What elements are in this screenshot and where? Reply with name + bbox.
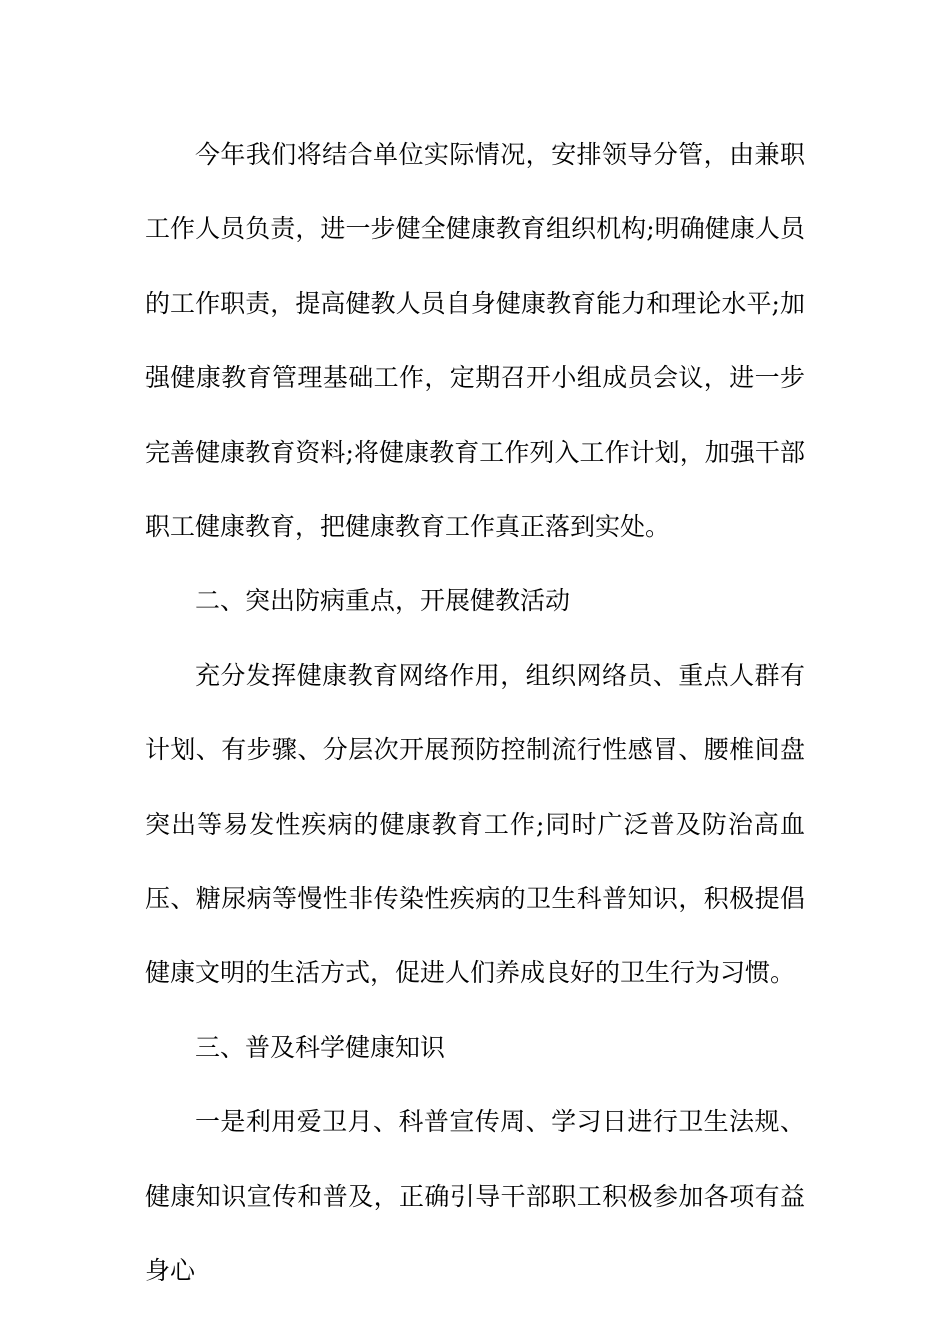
section-heading-health-knowledge: 三、普及科学健康知识 bbox=[195, 1032, 446, 1062]
paragraph-organization: 今年我们将结合单位实际情况，安排领导分管，由兼职工作人员负责，进一步健全健康教育组织机构;明确健康人员的工作职责，提高健教人员自身健康教育能力和理论水平;加强健康教育管理基础工作，定期召开小组成员会议，进一步完善健康教育资料;将健康教育工作列入工作计划，加强干部职工健康教育，把健康教育工作真正落到实处。 bbox=[145, 140, 805, 542]
section-heading-disease-prevention: 二、突出防病重点，开展健教活动 bbox=[195, 586, 571, 616]
document-body bbox=[145, 118, 805, 1309]
paragraph-health-knowledge: 一是利用爱卫月、科普宣传周、学习日进行卫生法规、健康知识宣传和普及，正确引导干部职工积极参加各项有益身心 bbox=[145, 1107, 805, 1286]
paragraph-disease-prevention: 充分发挥健康教育网络作用，组织网络员、重点人群有计划、有步骤、分层次开展预防控制流行性感冒、腰椎间盘突出等易发性疾病的健康教育工作;同时广泛普及防治高血压、糖尿病等慢性非传染性疾病的卫生科普知识，积极提倡健康文明的生活方式，促进人们养成良好的卫生行为习惯。 bbox=[145, 660, 805, 988]
